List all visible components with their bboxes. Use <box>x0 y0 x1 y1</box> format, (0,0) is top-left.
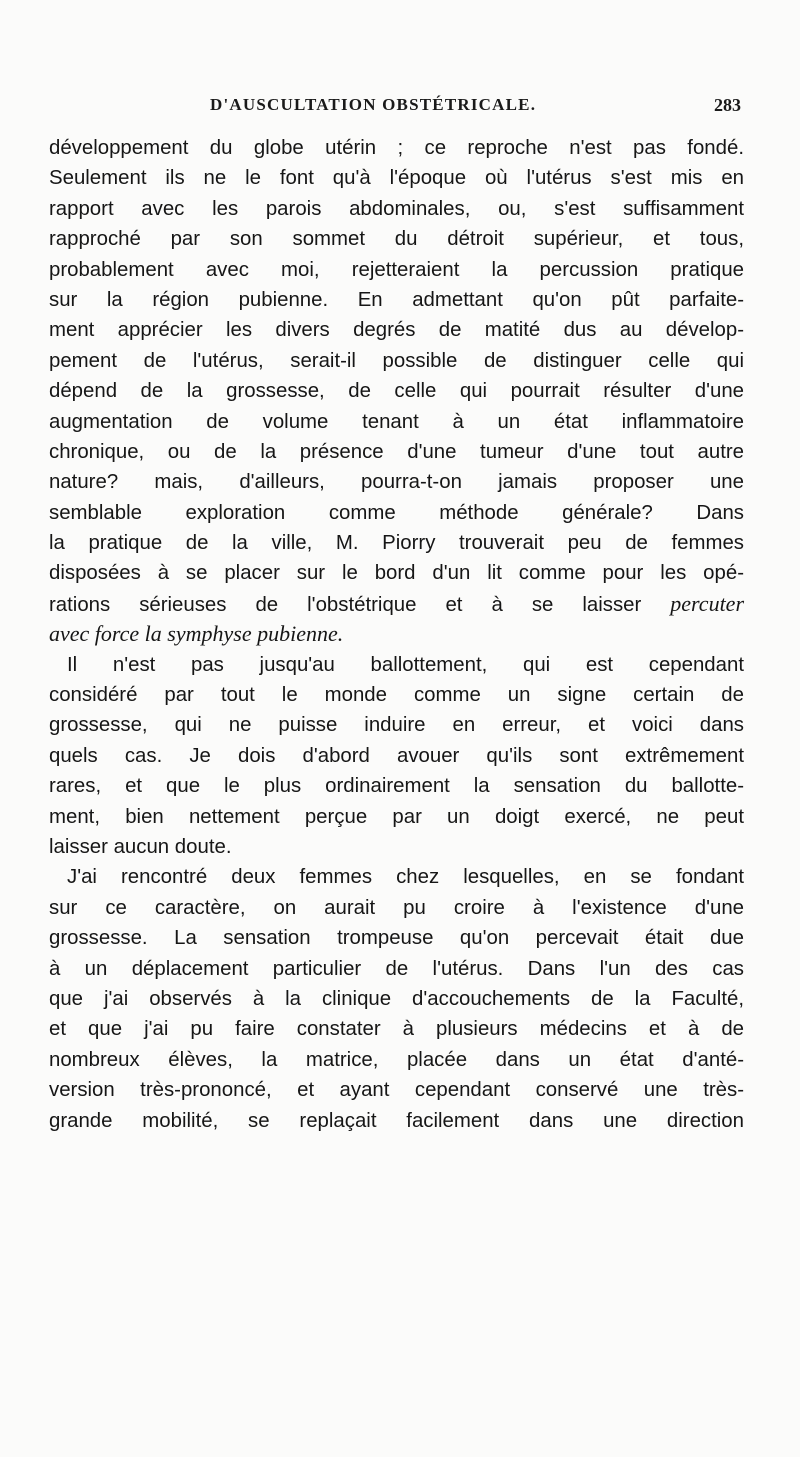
text-line: nature? mais, d'ailleurs, pourra-t-on jamais proposer une <box>49 471 744 494</box>
text-line: ment, bien nettement perçue par un doigt exercé, ne peut <box>49 805 744 828</box>
text-line: sur ce caractère, on aurait pu croire à l'existence d'une <box>49 896 744 919</box>
paragraph-start: Il n'est pas jusqu'au ballottement, qui est cependant <box>67 653 744 676</box>
text-segment: rations sérieuses de l'obstétrique et à se laisser <box>49 593 642 616</box>
text-line: version très-prononcé, et ayant cependant conservé une très- <box>49 1079 744 1102</box>
text-line: Seulement ils ne le font qu'à l'époque où l'utérus s'est mis en <box>49 167 744 190</box>
page-number: 283 <box>714 95 741 115</box>
text-line: rapproché par son sommet du détroit supérieur, et tous, <box>49 228 744 251</box>
text-line: dépend de la grossesse, de celle qui pourrait résulter d'une <box>49 380 744 403</box>
text-line: à un déplacement particulier de l'utérus. Dans l'un des cas <box>49 957 744 980</box>
text-line: considéré par tout le monde comme un signe certain de <box>49 684 744 707</box>
text-line: grande mobilité, se replaçait facilement dans une direction <box>49 1109 744 1132</box>
text-line: la pratique de la ville, M. Piorry trouverait peu de femmes <box>49 532 744 555</box>
text-line: que j'ai observés à la clinique d'accouchements de la Faculté, <box>49 987 744 1010</box>
text-line: laisser aucun doute. <box>49 835 232 858</box>
italic-emphasis: percuter <box>670 590 745 616</box>
text-line: chronique, ou de la présence d'une tumeur d'une tout autre <box>49 440 744 463</box>
text-line: grossesse. La sensation trompeuse qu'on percevait était due <box>49 927 744 950</box>
text-line-with-emphasis <box>49 589 744 619</box>
text-line: développement du globe utérin ; ce reproche n'est pas fondé. <box>49 137 744 159</box>
body-text <box>49 133 744 1136</box>
text-line: sur la région pubienne. En admettant qu'on pût parfaite- <box>49 288 744 311</box>
text-line: pement de l'utérus, serait-il possible de distinguer celle qui <box>49 349 744 372</box>
text-line: semblable exploration comme méthode générale? Dans <box>49 501 744 524</box>
text-line-italic <box>49 619 744 649</box>
text-line: grossesse, qui ne puisse induire en erreur, et voici dans <box>49 714 744 737</box>
text-line: nombreux élèves, la matrice, placée dans un état d'anté- <box>49 1048 744 1071</box>
text-line: probablement avec moi, rejetteraient la percussion pratique <box>49 258 744 281</box>
running-title: D'AUSCULTATION OBSTÉTRICALE. <box>210 95 537 114</box>
text-line: rapport avec les parois abdominales, ou, s'est suffisamment <box>49 197 744 220</box>
running-head <box>0 95 800 119</box>
italic-emphasis: avec force la symphyse pubienne. <box>49 621 344 647</box>
text-line: quels cas. Je dois d'abord avouer qu'ils sont extrêmement <box>49 744 744 767</box>
text-line: rares, et que le plus ordinairement la sensation du ballotte- <box>49 775 744 798</box>
text-line: augmentation de volume tenant à un état inflammatoire <box>49 410 744 433</box>
text-line: ment apprécier les divers degrés de matité dus au dévelop- <box>49 319 744 342</box>
text-line: disposées à se placer sur le bord d'un lit comme pour les opé- <box>49 562 744 585</box>
paragraph-start: J'ai rencontré deux femmes chez lesquelles, en se fondant <box>67 866 744 889</box>
text-line: et que j'ai pu faire constater à plusieurs médecins et à de <box>49 1018 744 1041</box>
